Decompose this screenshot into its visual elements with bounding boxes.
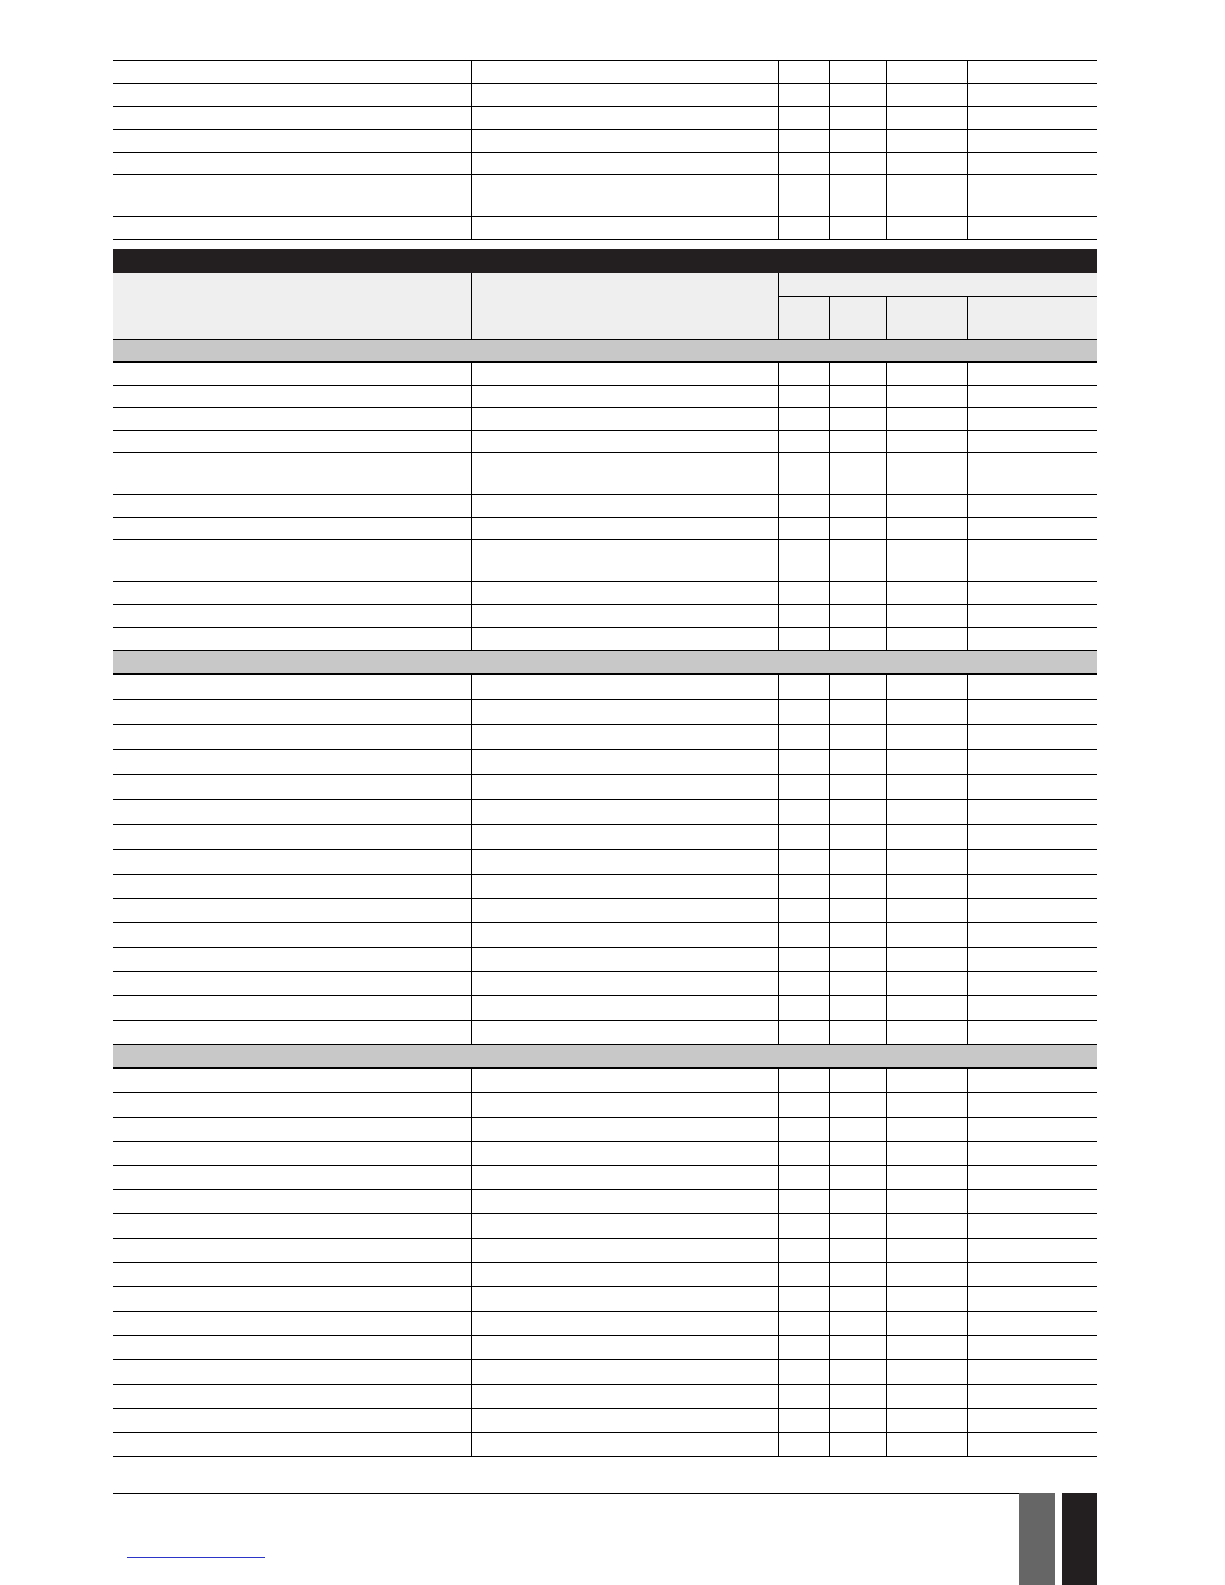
table-row [113, 1020, 1097, 1021]
table-row [113, 1262, 1097, 1263]
table-row [113, 874, 1097, 875]
footer-link[interactable] [127, 1557, 265, 1558]
table-row [113, 1141, 1097, 1142]
column-rule [967, 1068, 968, 1456]
chapter-tab [1019, 1493, 1055, 1585]
column-rule [967, 674, 968, 1044]
table-row [113, 174, 1097, 175]
column-rule [886, 362, 887, 650]
header-subrule [778, 296, 1097, 297]
column-rule [471, 674, 472, 1044]
table-row [113, 1408, 1097, 1409]
table-row [113, 581, 1097, 582]
table-row [113, 971, 1097, 972]
table-row [113, 129, 1097, 130]
table-row [113, 216, 1097, 217]
table-header-bar [113, 249, 1097, 273]
section-header [113, 650, 1097, 674]
column-rule [778, 674, 779, 1044]
column-rule [778, 60, 779, 239]
table-row [113, 239, 1097, 240]
column-rule [778, 273, 779, 339]
table-row [113, 995, 1097, 996]
table-row [113, 83, 1097, 84]
table-row [113, 1189, 1097, 1190]
column-rule [471, 60, 472, 239]
section-header [113, 339, 1097, 362]
table-row [113, 1359, 1097, 1360]
table-row [113, 452, 1097, 453]
table-row [113, 1456, 1097, 1457]
column-rule [967, 60, 968, 239]
table-row [113, 517, 1097, 518]
column-rule [886, 296, 887, 339]
table-row [113, 824, 1097, 825]
column-rule [967, 362, 968, 650]
column-rule [829, 362, 830, 650]
table-row [113, 922, 1097, 923]
table-row [113, 1286, 1097, 1287]
table-row [113, 1068, 1097, 1069]
table-row [113, 60, 1097, 61]
column-rule [778, 362, 779, 650]
table-row [113, 1238, 1097, 1239]
table-row [113, 152, 1097, 153]
section-header [113, 1044, 1097, 1068]
table-row [113, 627, 1097, 628]
table-row [113, 1165, 1097, 1166]
table-row [113, 1432, 1097, 1433]
table-row [113, 430, 1097, 431]
table-row [113, 1384, 1097, 1385]
column-rule [886, 1068, 887, 1456]
column-rule [778, 1068, 779, 1456]
column-rule [829, 1068, 830, 1456]
table-row [113, 106, 1097, 107]
table-row [113, 494, 1097, 495]
table-row [113, 849, 1097, 850]
footer-rule [113, 1493, 1023, 1494]
column-rule [471, 273, 472, 339]
column-header-row [113, 273, 1097, 339]
table-row [113, 407, 1097, 408]
table-row [113, 947, 1097, 948]
column-rule [829, 674, 830, 1044]
table-row [113, 774, 1097, 775]
table-row [113, 539, 1097, 540]
table-row [113, 385, 1097, 386]
column-rule [471, 1068, 472, 1456]
table-row [113, 724, 1097, 725]
table-row [113, 799, 1097, 800]
page-number-tab [1062, 1493, 1097, 1585]
table-row [113, 749, 1097, 750]
table-row [113, 1311, 1097, 1312]
table-row [113, 604, 1097, 605]
column-rule [967, 296, 968, 339]
column-rule [471, 362, 472, 650]
column-rule [829, 296, 830, 339]
table-row [113, 1092, 1097, 1093]
table-row [113, 1117, 1097, 1118]
table-row [113, 362, 1097, 363]
table-row [113, 674, 1097, 675]
table-row [113, 898, 1097, 899]
table-row [113, 1213, 1097, 1214]
column-rule [886, 60, 887, 239]
table-row [113, 699, 1097, 700]
table-row [113, 1335, 1097, 1336]
column-rule [829, 60, 830, 239]
column-rule [886, 674, 887, 1044]
